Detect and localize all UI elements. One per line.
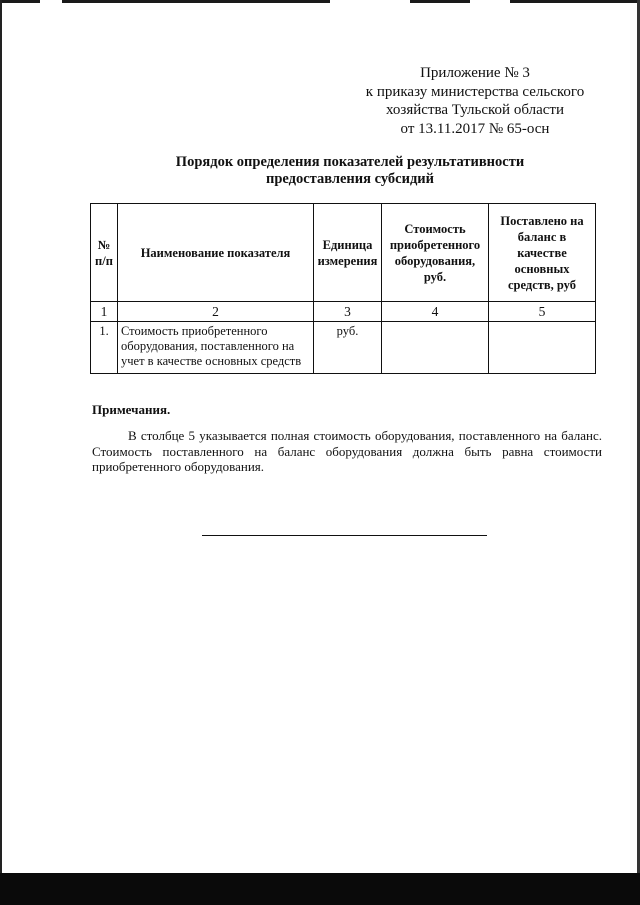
document-title [60,154,640,188]
scan-left-edge [0,0,2,905]
title-line-2: предоставления субсидий [265,171,434,187]
appendix-header [350,64,600,138]
row-num: 1. [91,322,118,374]
column-number: 4 [382,302,489,322]
header-name: Наименование показателя [118,204,314,302]
scan-top-gap [40,0,62,3]
header-unit: Единица измерения [314,204,382,302]
header-num: № п/п [91,204,118,302]
appendix-number: Приложение № 3 [420,65,530,81]
appendix-order-ref: к приказу министерства сельского [365,83,585,100]
column-number-row [91,302,596,322]
title-line-1: Порядок определения показателей результативности [175,154,525,170]
header-balance: Поставлено на баланс в качестве основных средств, руб [489,204,596,302]
appendix-ministry: хозяйства Тульской области [386,102,564,118]
row-balance [489,322,596,374]
row-name: Стоимость приобретенного оборудования, поставленного на учет в качестве основных средств [118,322,314,374]
notes-title: Примечания. [92,402,171,417]
scan-bottom-edge [0,873,640,905]
header-cost: Стоимость приобретенного оборудования, руб. [382,204,489,302]
column-number: 3 [314,302,382,322]
scan-top-gap [330,0,410,3]
appendix-date-number: от 13.11.2017 № 65-осн [400,120,550,137]
row-unit: руб. [314,322,382,374]
indicators-table [90,203,596,374]
end-divider [202,535,487,536]
table-row [91,322,596,374]
scan-top-edge [0,0,640,3]
scan-top-gap [470,0,510,3]
column-number: 1 [91,302,118,322]
column-number: 5 [489,302,596,322]
row-cost [382,322,489,374]
notes-text: В столбце 5 указывается полная стоимость оборудования, поставленного на баланс. Стоимость поставленного на баланс оборудования должна быть равна стоимости приобретенного оборудования. [92,428,602,474]
column-number: 2 [118,302,314,322]
table-header-row [91,204,596,302]
